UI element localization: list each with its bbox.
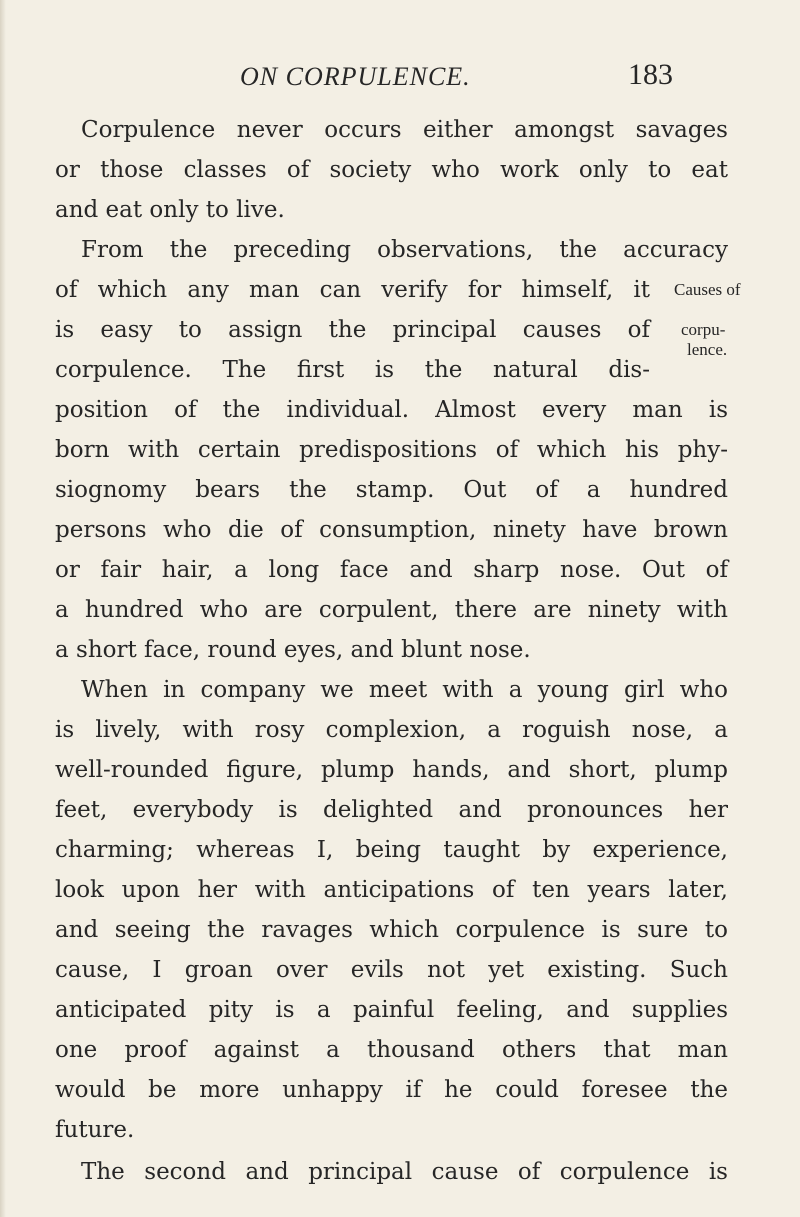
marginal-note-line: Causes of xyxy=(674,280,741,299)
text-line: The second and principal cause of corpulence is xyxy=(81,1159,728,1185)
marginal-note-line: lence. xyxy=(687,340,728,359)
text-line: well-rounded figure, plump hands, and short, plump xyxy=(55,757,728,783)
text-line: of which any man can verify for himself, it xyxy=(55,277,650,303)
text-line: From the preceding observations, the accuracy xyxy=(81,237,728,263)
text-line: persons who die of consumption, ninety have brown xyxy=(55,517,728,543)
running-head: ON CORPULENCE. xyxy=(240,62,471,91)
text-line: would be more unhappy if he could foresee the xyxy=(55,1077,728,1103)
text-line: a hundred who are corpulent, there are ninety with xyxy=(55,597,728,623)
text-line: When in company we meet with a young girl who xyxy=(81,677,728,703)
text-line: a short face, round eyes, and blunt nose. xyxy=(55,637,531,663)
text-line: corpulence. The first is the natural dis- xyxy=(55,357,650,383)
text-line: and eat only to live. xyxy=(55,197,285,223)
text-line: future. xyxy=(55,1117,135,1143)
page-header xyxy=(0,58,800,102)
text-line: one proof against a thousand others that man xyxy=(55,1037,728,1063)
text-line: and seeing the ravages which corpulence is sure to xyxy=(55,917,728,943)
text-line: or those classes of society who work only to eat xyxy=(55,157,728,183)
text-line: charming; whereas I, being taught by experience, xyxy=(55,837,728,863)
text-line: is easy to assign the principal causes of xyxy=(55,317,650,343)
text-line: feet, everybody is delighted and pronounces her xyxy=(55,797,728,823)
text-line: anticipated pity is a painful feeling, and supplies xyxy=(55,997,728,1023)
text-line: cause, I groan over evils not yet existing. Such xyxy=(55,957,728,983)
text-line: or fair hair, a long face and sharp nose. Out of xyxy=(55,557,728,583)
text-line: siognomy bears the stamp. Out of a hundred xyxy=(55,477,728,503)
text-line: position of the individual. Almost every man is xyxy=(55,397,728,423)
text-line: Corpulence never occurs either amongst savages xyxy=(81,117,728,143)
page-number: 183 xyxy=(628,58,673,91)
text-line: is lively, with rosy complexion, a roguish nose, a xyxy=(55,717,728,743)
text-line: look upon her with anticipations of ten years later, xyxy=(55,877,728,903)
page-edge-shadow xyxy=(0,0,6,1217)
marginal-note-line: corpu- xyxy=(681,320,726,339)
text-line: born with certain predispositions of which his phy- xyxy=(55,437,728,463)
